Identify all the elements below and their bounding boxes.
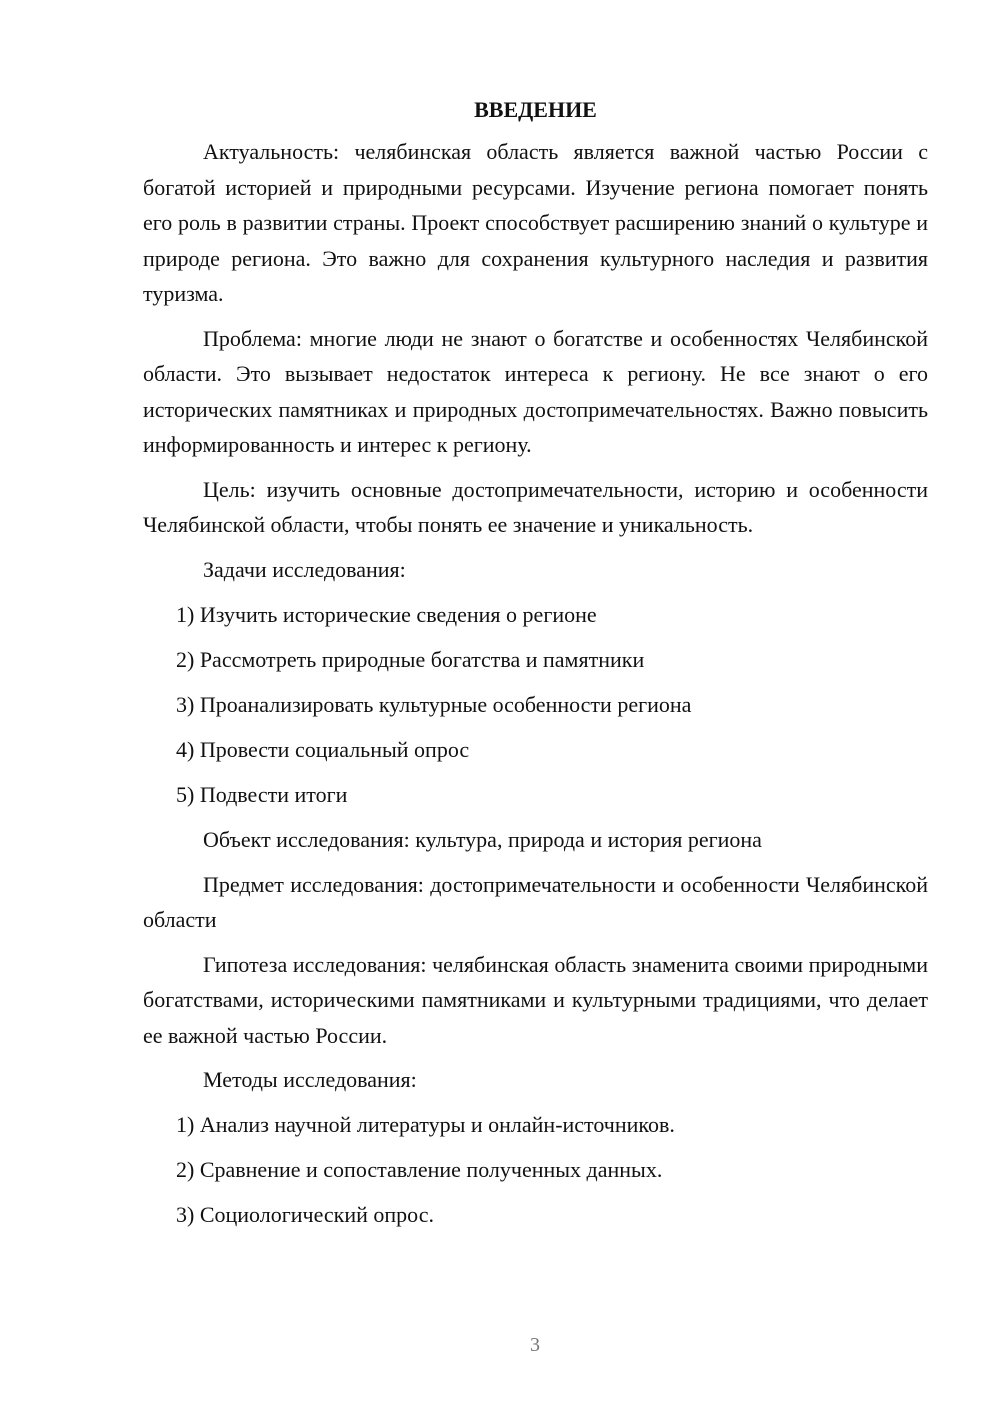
page-number: 3 [530, 1334, 540, 1356]
task-item: 2) Рассмотреть природные богатства и памятники [176, 646, 645, 672]
method-item: 3) Социологический опрос. [176, 1202, 434, 1227]
task-item: 4) Провести социальный опрос [176, 736, 470, 762]
subject-paragraph: Предмет исследования: достопримечательности и особенности Челябинской области [143, 871, 928, 932]
task-item: 1) Изучить исторические сведения о регионе [176, 601, 597, 627]
task-item: 3) Проанализировать культурные особенности региона [176, 691, 692, 717]
method-item: 2) Сравнение и сопоставление полученных данных. [176, 1157, 663, 1182]
goal-paragraph: Цель: изучить основные достопримечательности, историю и особенности Челябинской области, чтобы понять ее значение и уникальность. [143, 476, 928, 537]
page-title: ВВЕДЕНИЕ [474, 97, 597, 122]
hypothesis-paragraph: Гипотеза исследования: челябинская область знаменита своими природными богатствами, историческими памятниками и культурными традициями, что делает ее важной частью России. [143, 951, 928, 1048]
task-item: 5) Подвести итоги [176, 781, 348, 807]
methods-heading: Методы исследования: [203, 1067, 417, 1092]
method-item: 1) Анализ научной литературы и онлайн-источников. [176, 1112, 675, 1137]
object-paragraph: Объект исследования: культура, природа и история региона [203, 826, 762, 852]
tasks-heading: Задачи исследования: [203, 556, 406, 582]
problem-paragraph: Проблема: многие люди не знают о богатстве и особенностях Челябинской области. Это вызывает недостаток интереса к региону. Не все знают о его исторических памятниках и природных достопримечательностях. Важно повысить информированность и интерес к региону. [143, 325, 928, 457]
document-page [143, 92, 928, 1242]
relevance-paragraph: Актуальность: челябинская область является важной частью России с богатой историей и природными ресурсами. Изучение региона помогает понять его роль в развитии страны. Проект способствует расширению знаний о культуре и природе региона. Это важно для сохранения культурного наследия и развития туризма. [143, 139, 928, 306]
